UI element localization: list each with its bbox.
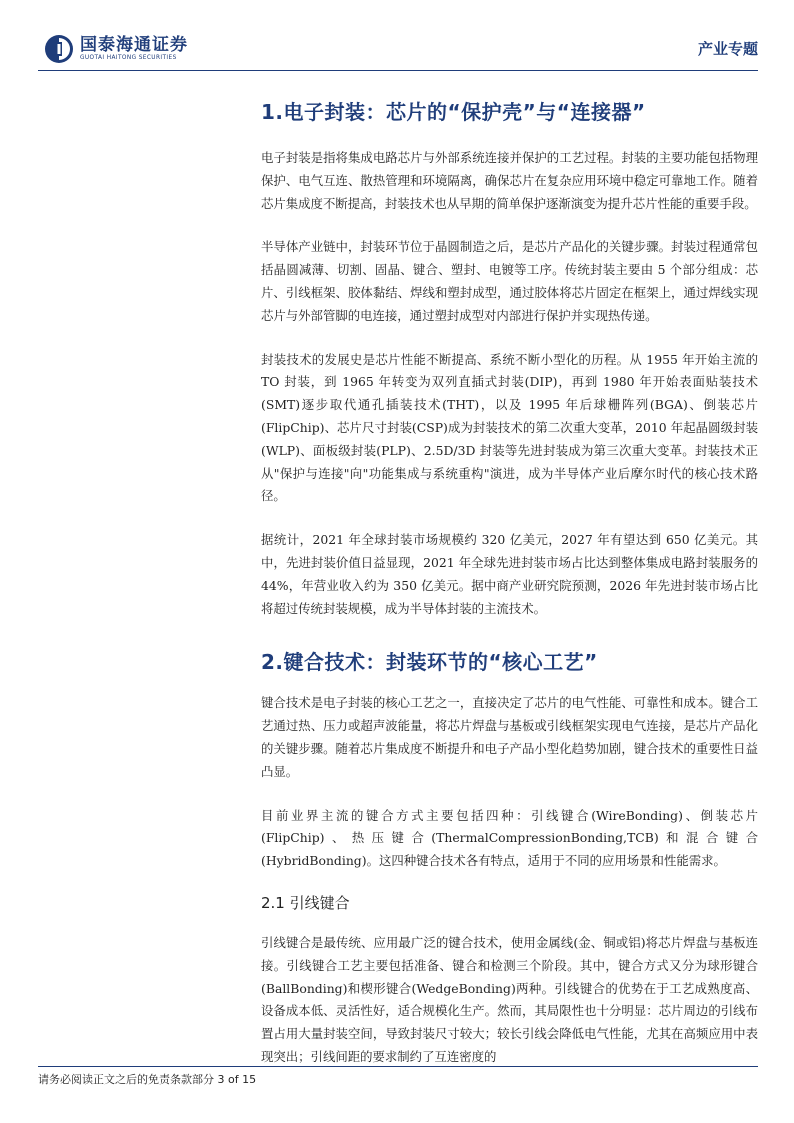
- brand-name-en: GUOTAI HAITONG SECURITIES: [80, 55, 177, 61]
- brand-logo: [44, 34, 188, 64]
- section-1-heading: 1.电子封装：芯片的“保护壳”与“连接器”: [261, 100, 646, 124]
- header-divider: [38, 70, 758, 71]
- main-content: [261, 90, 758, 1069]
- brand-logo-icon: [44, 34, 74, 64]
- subsection-2-1-paragraph-1: 引线键合是最传统、应用最广泛的键合技术，使用金属线(金、铜或铝)将芯片焊盘与基板连接。引线键合工艺主要包括准备、键合和检测三个阶段。其中，键合方式又分为球形键合(BallBonding)和楔形键合(WedgeBonding)两种。引线键合的优势在于工艺成熟度高、设备成本低、灵活性好，适合规模化生产。然而，其局限性也十分明显：芯片周边的引线布置占用大量封装空间，导致封装尺寸较大；较长引线会降低电气性能，尤其在高频应用中表现突出；引线间距的要求制约了互连密度的: [261, 934, 758, 1064]
- subsection-2-1-heading: 2.1 引线键合: [261, 893, 350, 912]
- footer-disclaimer: 请务必阅读正文之后的免责条款部分 3 of 15: [38, 1073, 257, 1086]
- section-1-paragraph-2: 半导体产业链中，封装环节位于晶圆制造之后，是芯片产品化的关键步骤。封装过程通常包括晶圆减薄、切割、固晶、键合、塑封、电镀等工序。传统封装主要由 5 个部分组成：芯片、引线框架、胶体黏结、焊线和塑封成型，通过胶体将芯片固定在框架上，通过焊线实现芯片与外部管脚的电连接，通过塑封成型对内部进行保护并实现热传递。: [261, 239, 758, 323]
- brand-name-cn: 国泰海通证券: [80, 35, 188, 55]
- section-1-paragraph-4: 据统计，2021 年全球封装市场规模约 320 亿美元，2027 年有望达到 650 亿美元。其中，先进封装价值日益显现，2021 年全球先进封装市场占比达到整体集成电路封装服务的 44%，年营业收入约为 350 亿美元。据中商产业研究院预测，2026 年先进封装市场占比将超过传统封装规模，成为半导体封装的主流技术。: [261, 532, 758, 616]
- section-1-paragraph-3: 封装技术的发展史是芯片性能不断提高、系统不断小型化的历程。从 1955 年开始主流的 TO 封装，到 1965 年转变为双列直插式封装(DIP)，再到 1980 年开始表面贴装技术(SMT)逐步取代通孔插装技术(THT)，以及 1995 年后球栅阵列(BGA)、倒装芯片(FlipChip)、芯片尺寸封装(CSP)成为封装技术的第二次重大变革，2010 年起晶圆级封装(WLP)、面板级封装(PLP)、2.5D/3D 封装等先进封装成为第三次重大变革。封装技术正从"保护与连接"向"功能集成与系统重构"演进，成为半导体产业后摩尔时代的核心技术路径。: [261, 351, 758, 504]
- footer-divider: [38, 1066, 758, 1067]
- section-2-heading: 2.键合技术：封装环节的“核心工艺”: [261, 650, 598, 675]
- section-2-paragraph-1: 键合技术是电子封装的核心工艺之一，直接决定了芯片的电气性能、可靠性和成本。键合工艺通过热、压力或超声波能量，将芯片焊盘与基板或引线框架实现电气连接，是芯片产品化的关键步骤。随着芯片集成度不断提升和电子产品小型化趋势加剧，键合技术的重要性日益凸显。: [261, 695, 758, 779]
- section-1-paragraph-1: 电子封装是指将集成电路芯片与外部系统连接并保护的工艺过程。封装的主要功能包括物理保护、电气互连、散热管理和环境隔离，确保芯片在复杂应用环境中稳定可靠地工作。随着芯片集成度不断提高，封装技术也从早期的简单保护逐渐演变为提升芯片性能的重要手段。: [261, 150, 758, 211]
- document-category: 产业专题: [697, 40, 758, 58]
- section-2-paragraph-2: 目前业界主流的键合方式主要包括四种：引线键合(WireBonding)、倒装芯片(FlipChip)、热压键合(ThermalCompressionBonding,TCB)和混合键合(HybridBonding)。这四种键合技术各有特点，适用于不同的应用场景和性能需求。: [261, 807, 758, 869]
- page-header: [0, 0, 794, 70]
